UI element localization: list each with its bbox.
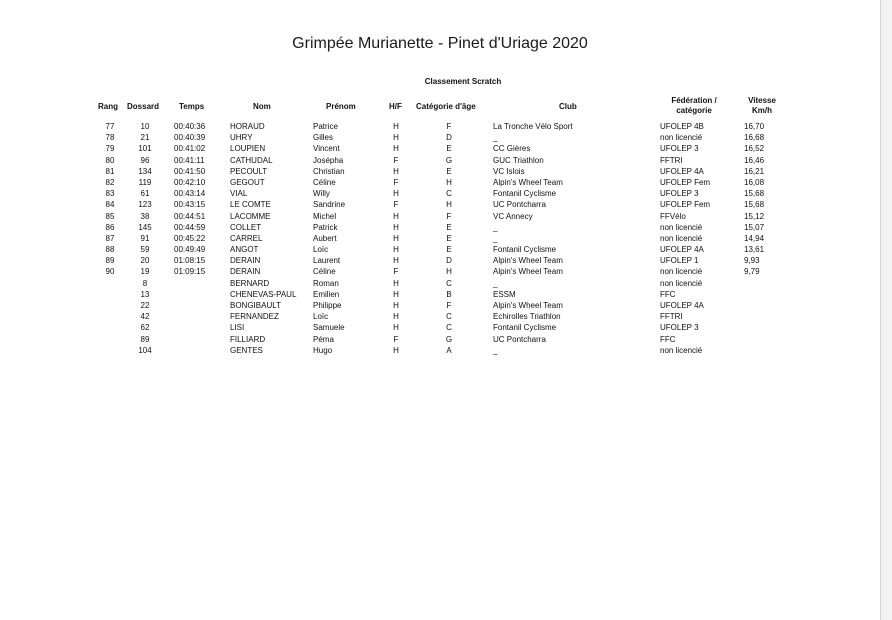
cell-dossard: 119 bbox=[138, 177, 152, 187]
cell-hf: H bbox=[393, 211, 399, 221]
cell-dossard: 145 bbox=[138, 222, 152, 232]
cell-prenom: Loïc bbox=[313, 312, 329, 322]
cell-rang: 86 bbox=[105, 222, 115, 232]
cell-hf: H bbox=[393, 133, 399, 143]
cell-cat: D bbox=[446, 133, 452, 143]
cell-club: Fontanil Cyclisme bbox=[493, 323, 557, 333]
cell-hf: F bbox=[393, 200, 399, 210]
header-prenom: Prénom bbox=[326, 102, 356, 111]
table-row bbox=[0, 166, 880, 177]
cell-vitesse: 16,52 bbox=[744, 144, 765, 154]
cell-cat: E bbox=[446, 233, 452, 243]
cell-hf: H bbox=[393, 122, 399, 131]
cell-prenom: Michel bbox=[313, 211, 337, 221]
cell-club: Alpin's Wheel Team bbox=[493, 267, 563, 277]
cell-cat: C bbox=[446, 312, 452, 322]
cell-rang: 77 bbox=[105, 122, 115, 131]
cell-fed: FFC bbox=[660, 334, 676, 344]
cell-rang: 83 bbox=[105, 189, 115, 199]
cell-prenom: Willy bbox=[313, 189, 330, 199]
table-row bbox=[0, 311, 880, 322]
cell-prenom: Josépha bbox=[313, 155, 344, 165]
header-vitesse bbox=[742, 96, 782, 116]
cell-prenom: Samuele bbox=[313, 323, 345, 333]
cell-hf: H bbox=[393, 233, 399, 243]
cell-fed: non licencié bbox=[660, 278, 703, 288]
cell-dossard: 91 bbox=[140, 233, 150, 243]
cell-temps: 00:43:14 bbox=[174, 189, 206, 199]
cell-cat: G bbox=[445, 155, 453, 165]
header-club: Club bbox=[559, 102, 577, 111]
cell-temps: 00:40:36 bbox=[174, 122, 206, 131]
cell-prenom: Hugo bbox=[313, 345, 333, 355]
cell-hf: H bbox=[393, 345, 399, 355]
cell-club: GUC Triathlon bbox=[493, 155, 544, 165]
cell-hf: H bbox=[393, 312, 399, 322]
cell-cat: E bbox=[446, 166, 452, 176]
cell-hf: F bbox=[393, 177, 399, 187]
cell-vitesse: 16,68 bbox=[744, 133, 765, 143]
cell-nom: BONGIBAULT bbox=[230, 301, 281, 310]
cell-prenom: Patrick bbox=[313, 222, 338, 232]
cell-rang: 79 bbox=[105, 144, 115, 154]
header-dossard: Dossard bbox=[127, 102, 160, 111]
cell-dossard: 89 bbox=[140, 334, 150, 344]
cell-vitesse: 15,68 bbox=[744, 189, 765, 199]
cell-dossard: 13 bbox=[140, 289, 150, 299]
cell-vitesse: 9,79 bbox=[744, 267, 760, 277]
cell-club: CC Gières bbox=[493, 144, 531, 154]
cell-temps: 00:41:02 bbox=[174, 144, 206, 154]
table-row bbox=[0, 188, 880, 199]
cell-dossard: 19 bbox=[140, 267, 150, 277]
cell-vitesse: 16,70 bbox=[744, 122, 765, 131]
cell-fed: FFC bbox=[660, 289, 676, 299]
cell-cat: D bbox=[446, 256, 452, 266]
cell-temps: 00:44:59 bbox=[174, 222, 206, 232]
cell-dossard: 61 bbox=[140, 189, 150, 199]
cell-club: VC Annecy bbox=[493, 211, 533, 221]
results-table bbox=[0, 121, 880, 356]
table-row bbox=[0, 132, 880, 143]
cell-vitesse: 13,61 bbox=[744, 245, 765, 255]
cell-rang: 84 bbox=[105, 200, 115, 210]
cell-rang: 78 bbox=[105, 133, 115, 143]
table-row bbox=[0, 334, 880, 345]
cell-prenom: Emilien bbox=[313, 289, 340, 299]
cell-fed: non licencié bbox=[660, 222, 703, 232]
cell-hf: H bbox=[393, 245, 399, 255]
cell-temps: 00:41:11 bbox=[174, 155, 205, 165]
header-rang: Rang bbox=[98, 102, 118, 111]
cell-prenom: Aubert bbox=[313, 233, 337, 243]
cell-dossard: 123 bbox=[138, 200, 152, 210]
header-nom: Nom bbox=[253, 102, 271, 111]
page-title: Grimpée Murianette - Pinet d'Uriage 2020 bbox=[292, 35, 588, 52]
cell-club: Alpin's Wheel Team bbox=[493, 177, 563, 187]
cell-hf: H bbox=[393, 301, 399, 310]
cell-dossard: 42 bbox=[140, 312, 150, 322]
table-row bbox=[0, 244, 880, 255]
cell-fed: UFOLEP 3 bbox=[660, 144, 699, 154]
cell-temps: 00:49:49 bbox=[174, 245, 206, 255]
cell-hf: F bbox=[393, 334, 399, 344]
cell-fed: UFOLEP Fem bbox=[660, 177, 711, 187]
cell-nom: GEGOUT bbox=[230, 177, 265, 187]
cell-club: _ bbox=[493, 278, 498, 288]
cell-dossard: 104 bbox=[138, 345, 152, 355]
cell-vitesse: 16,21 bbox=[744, 166, 765, 176]
cell-dossard: 96 bbox=[140, 155, 150, 165]
cell-fed: UFOLEP 3 bbox=[660, 323, 699, 333]
cell-club: Echirolles Triathlon bbox=[493, 312, 561, 322]
cell-temps: 00:42:10 bbox=[174, 177, 206, 187]
header-temps: Temps bbox=[179, 102, 205, 111]
table-row bbox=[0, 266, 880, 277]
table-row bbox=[0, 278, 880, 289]
cell-fed: UFOLEP 4A bbox=[660, 245, 704, 255]
cell-nom: FILLIARD bbox=[230, 334, 266, 344]
cell-dossard: 59 bbox=[140, 245, 150, 255]
cell-cat: H bbox=[446, 267, 452, 277]
cell-club: UC Pontcharra bbox=[493, 200, 546, 210]
cell-vitesse: 16,08 bbox=[744, 177, 765, 187]
cell-vitesse: 15,12 bbox=[744, 211, 765, 221]
cell-hf: H bbox=[393, 144, 399, 154]
table-row bbox=[0, 155, 880, 166]
table-row bbox=[0, 322, 880, 333]
cell-nom: CATHUDAL bbox=[230, 155, 273, 165]
cell-club: ESSM bbox=[493, 289, 516, 299]
header-federation-line2: catégorie bbox=[676, 106, 712, 115]
cell-vitesse: 9,93 bbox=[744, 256, 760, 266]
cell-nom: DERAIN bbox=[230, 267, 261, 277]
cell-vitesse: 16,46 bbox=[744, 155, 765, 165]
cell-prenom: Sandrine bbox=[313, 200, 346, 210]
header-categorie: Catégorie d'âge bbox=[416, 102, 476, 111]
cell-fed: UFOLEP Fem bbox=[660, 200, 711, 210]
cell-fed: FFVélo bbox=[660, 211, 686, 221]
cell-temps: 00:45:22 bbox=[174, 233, 206, 243]
cell-club: Alpin's Wheel Team bbox=[493, 256, 563, 266]
cell-hf: F bbox=[393, 267, 399, 277]
cell-fed: non licencié bbox=[660, 233, 703, 243]
cell-nom: UHRY bbox=[230, 133, 253, 143]
cell-prenom: Laurent bbox=[313, 256, 341, 266]
table-row bbox=[0, 345, 880, 356]
cell-temps: 00:44:51 bbox=[174, 211, 206, 221]
cell-fed: non licencié bbox=[660, 133, 703, 143]
cell-prenom: Patrice bbox=[313, 122, 338, 131]
cell-cat: E bbox=[446, 245, 452, 255]
cell-cat: B bbox=[446, 289, 452, 299]
header-hf: H/F bbox=[389, 102, 402, 111]
table-row bbox=[0, 233, 880, 244]
cell-cat: H bbox=[446, 200, 452, 210]
cell-cat: C bbox=[446, 189, 452, 199]
table-row bbox=[0, 289, 880, 300]
cell-rang: 90 bbox=[105, 267, 115, 277]
cell-cat: A bbox=[446, 345, 452, 355]
cell-nom: LACOMME bbox=[230, 211, 271, 221]
cell-dossard: 134 bbox=[138, 166, 152, 176]
cell-nom: VIAL bbox=[230, 189, 248, 199]
cell-cat: F bbox=[446, 211, 452, 221]
table-row bbox=[0, 121, 880, 132]
cell-nom: ANGOT bbox=[230, 245, 259, 255]
cell-fed: UFOLEP 4A bbox=[660, 301, 704, 310]
cell-cat: C bbox=[446, 323, 452, 333]
cell-hf: H bbox=[393, 289, 399, 299]
cell-prenom: Roman bbox=[313, 278, 339, 288]
viewer-edge bbox=[880, 0, 892, 620]
cell-nom: PECOULT bbox=[230, 166, 268, 176]
cell-fed: UFOLEP 4B bbox=[660, 122, 704, 131]
cell-hf: F bbox=[393, 155, 399, 165]
cell-prenom: Céline bbox=[313, 267, 336, 277]
cell-fed: UFOLEP 1 bbox=[660, 256, 699, 266]
cell-cat: C bbox=[446, 278, 452, 288]
cell-hf: H bbox=[393, 166, 399, 176]
header-federation bbox=[659, 96, 729, 116]
cell-nom: FERNANDEZ bbox=[230, 312, 279, 322]
table-subtitle: Classement Scratch bbox=[424, 77, 502, 86]
cell-cat: G bbox=[445, 334, 453, 344]
cell-vitesse: 14,94 bbox=[744, 233, 765, 243]
cell-nom: LOUPIEN bbox=[230, 144, 266, 154]
cell-nom: HORAUD bbox=[230, 122, 265, 131]
cell-nom: COLLET bbox=[230, 222, 262, 232]
cell-prenom: Céline bbox=[313, 177, 336, 187]
cell-dossard: 20 bbox=[140, 256, 150, 266]
cell-temps: 01:09:15 bbox=[174, 267, 206, 277]
cell-temps: 01:08:15 bbox=[174, 256, 206, 266]
cell-dossard: 38 bbox=[140, 211, 150, 221]
table-row bbox=[0, 177, 880, 188]
cell-prenom: Vincent bbox=[313, 144, 340, 154]
cell-dossard: 21 bbox=[140, 133, 150, 143]
cell-temps: 00:41:50 bbox=[174, 166, 206, 176]
cell-rang: 87 bbox=[105, 233, 115, 243]
cell-prenom: Christian bbox=[313, 166, 345, 176]
cell-nom: BERNARD bbox=[230, 278, 270, 288]
cell-nom: CARREL bbox=[230, 233, 263, 243]
cell-rang: 88 bbox=[105, 245, 115, 255]
cell-dossard: 101 bbox=[138, 144, 152, 154]
cell-club: Fontanil Cyclisme bbox=[493, 245, 557, 255]
cell-club: UC Pontcharra bbox=[493, 334, 546, 344]
cell-hf: H bbox=[393, 278, 399, 288]
cell-prenom: Péma bbox=[313, 334, 334, 344]
cell-nom: DERAIN bbox=[230, 256, 261, 266]
cell-nom: GENTES bbox=[230, 345, 263, 355]
cell-club: _ bbox=[493, 233, 498, 243]
cell-cat: F bbox=[446, 301, 452, 310]
cell-rang: 82 bbox=[105, 177, 115, 187]
cell-club: _ bbox=[493, 222, 498, 232]
cell-dossard: 62 bbox=[140, 323, 150, 333]
cell-fed: UFOLEP 3 bbox=[660, 189, 699, 199]
cell-temps: 00:43:15 bbox=[174, 200, 206, 210]
cell-vitesse: 15,07 bbox=[744, 222, 765, 232]
table-row bbox=[0, 211, 880, 222]
cell-hf: H bbox=[393, 256, 399, 266]
cell-dossard: 8 bbox=[142, 278, 148, 288]
cell-nom: CHENEVAS-PAUL bbox=[230, 289, 297, 299]
header-vitesse-line2: Km/h bbox=[752, 106, 772, 115]
cell-prenom: Gilles bbox=[313, 133, 334, 143]
header-vitesse-line1: Vitesse bbox=[748, 96, 776, 105]
cell-club: VC Islois bbox=[493, 166, 525, 176]
cell-hf: H bbox=[393, 222, 399, 232]
table-row bbox=[0, 255, 880, 266]
cell-fed: UFOLEP 4A bbox=[660, 166, 704, 176]
cell-fed: FFTRI bbox=[660, 312, 683, 322]
table-row bbox=[0, 199, 880, 210]
cell-hf: H bbox=[393, 189, 399, 199]
cell-rang: 85 bbox=[105, 211, 115, 221]
table-row bbox=[0, 300, 880, 311]
table-row bbox=[0, 222, 880, 233]
cell-temps: 00:40:39 bbox=[174, 133, 206, 143]
cell-fed: non licencié bbox=[660, 267, 703, 277]
cell-rang: 89 bbox=[105, 256, 115, 266]
cell-nom: LE COMTE bbox=[230, 200, 271, 210]
cell-club: La Tronche Vélo Sport bbox=[493, 122, 573, 131]
header-federation-line1: Fédération / bbox=[671, 96, 717, 105]
table-header bbox=[0, 96, 880, 120]
cell-fed: FFTRI bbox=[660, 155, 683, 165]
cell-cat: H bbox=[446, 177, 452, 187]
cell-club: Fontanil Cyclisme bbox=[493, 189, 557, 199]
cell-dossard: 22 bbox=[140, 301, 150, 310]
cell-cat: E bbox=[446, 222, 452, 232]
cell-nom: LISI bbox=[230, 323, 245, 333]
cell-prenom: Loïc bbox=[313, 245, 329, 255]
cell-dossard: 10 bbox=[140, 122, 150, 131]
cell-rang: 81 bbox=[105, 166, 115, 176]
cell-prenom: Philippe bbox=[313, 301, 342, 310]
cell-cat: F bbox=[446, 122, 452, 131]
cell-cat: E bbox=[446, 144, 452, 154]
cell-fed: non licencié bbox=[660, 345, 703, 355]
cell-club: _ bbox=[493, 133, 498, 143]
cell-club: Alpin's Wheel Team bbox=[493, 301, 563, 310]
table-row bbox=[0, 143, 880, 154]
cell-vitesse: 15,68 bbox=[744, 200, 765, 210]
cell-hf: H bbox=[393, 323, 399, 333]
cell-club: _ bbox=[493, 345, 498, 355]
cell-rang: 80 bbox=[105, 155, 115, 165]
